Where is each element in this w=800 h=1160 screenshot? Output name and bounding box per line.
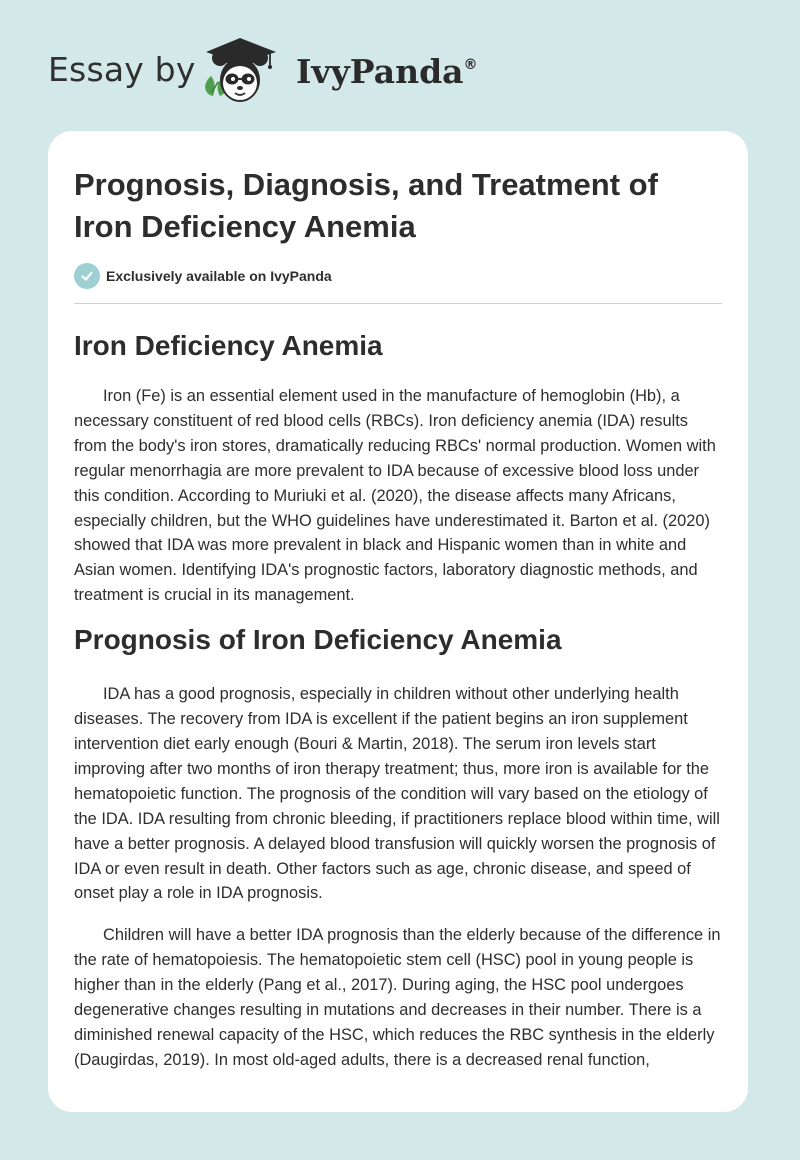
essay-body <box>74 321 724 1073</box>
registered-trademark: ® <box>463 57 478 73</box>
checkmark-icon <box>74 263 100 289</box>
title-divider <box>74 303 722 304</box>
site-header <box>0 0 800 130</box>
panda-graduation-cap-icon[interactable] <box>198 30 280 112</box>
page-title: Prognosis, Diagnosis, and Treatment of Iron Deficiency Anemia <box>74 167 658 244</box>
exclusive-badge <box>74 263 332 289</box>
paragraph: IDA has a good prognosis, especially in children without other underlying health diseases. The recovery from IDA is excellent if the patient begins an iron supplement intervention diet early enough (Bouri & Martin, 2018). The serum iron levels start improving after two months of iron therapy treatment; thus, more iron is available for the hematopoietic function. The prognosis of the condition will vary based on the etiology of the IDA. IDA resulting from chronic bleeding, if practitioners replace blood within time, will have a better prognosis. A delayed blood transfusion will quickly worsen the prognosis of IDA or even result in death. Other factors such as age, chronic disease, and speed of onset play a role in IDA prognosis. <box>74 685 720 903</box>
section-heading: Prognosis of Iron Deficiency Anemia <box>74 624 562 656</box>
brand-logo-text[interactable]: IvyPanda® <box>296 52 478 91</box>
essay-by-label: Essay by <box>48 50 196 89</box>
section-heading: Iron Deficiency Anemia <box>74 330 383 361</box>
essay-card <box>48 131 748 1112</box>
paragraph: Children will have a better IDA prognosis than the elderly because of the difference in the rate of hematopoiesis. The hematopoietic stem cell (HSC) pool in young people is higher than in the elderly (Pang et al., 2017). During aging, the HSC pool undergoes degenerative changes resulting in mutations and decreases in their number. There is a diminished renewal capacity of the HSC, which reduces the RBC synthesis in the elderly (Daugirdas, 2019). In most old-aged adults, there is a decreased renal function, <box>74 926 721 1069</box>
paragraph: Iron (Fe) is an essential element used in the manufacture of hemoglobin (Hb), a necessary constituent of red blood cells (RBCs). Iron deficiency anemia (IDA) results from the body's iron stores, dramatically reducing RBCs' normal production. Women with regular menorrhagia are more prevalent to IDA because of excessive blood loss under this condition. According to Muriuki et al. (2020), the disease affects many Africans, especially children, but the WHO guidelines have underestimated it. Barton et al. (2020) showed that IDA was more prevalent in black and Hispanic women than in white and Asian women. Identifying IDA's prognostic factors, laboratory diagnostic methods, and treatment is crucial in its management. <box>74 387 716 605</box>
badge-label: Exclusively available on IvyPanda <box>106 268 332 284</box>
